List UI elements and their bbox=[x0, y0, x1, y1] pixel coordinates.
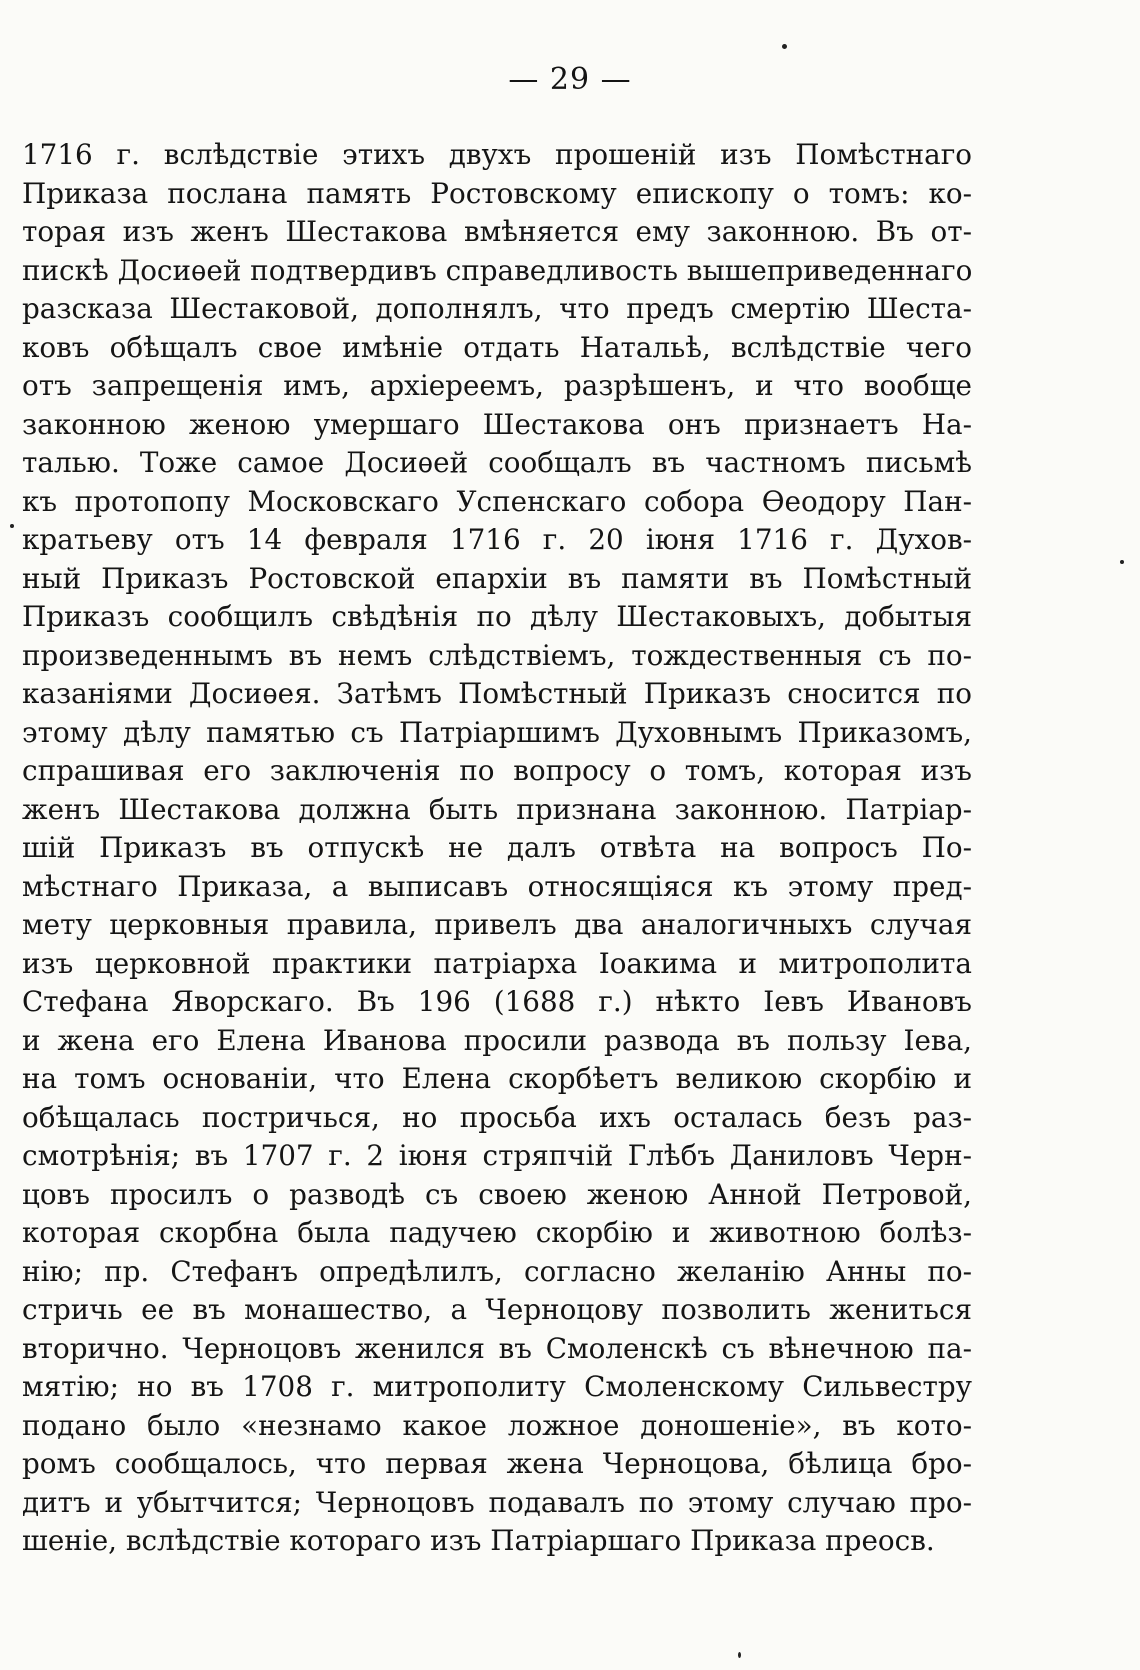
text-line: казаніями Досиѳея. Затѣмъ Помѣстный Приказъ сносится по bbox=[22, 677, 972, 710]
text-line: къ протопопу Московскаго Успенскаго собора Ѳеодору Пан- bbox=[22, 484, 972, 518]
text-line: разсказа Шестаковой, дополнялъ, что предъ смертію Шеста- bbox=[22, 292, 972, 325]
text-line: торая изъ женъ Шестакова вмѣняется ему законною. Въ от- bbox=[22, 215, 972, 248]
text-line: смотрѣнія; въ 1707 г. 2 іюня стряпчій Глѣбъ Даниловъ Черн- bbox=[22, 1139, 972, 1172]
text-line: изъ церковной практики патріарха Іоакима и митрополита bbox=[22, 946, 972, 980]
text-line: спрашивая его заключенія по вопросу о томъ, которая изъ bbox=[22, 754, 972, 787]
text-line: стричь ее въ монашество, а Черноцову позволить жениться bbox=[22, 1293, 972, 1326]
text-line: отъ запрещенія имъ, архіереемъ, разрѣшенъ, и что вообще bbox=[22, 369, 972, 402]
text-line: которая скорбна была падучею скорбію и животною болѣз- bbox=[22, 1216, 972, 1249]
text-line: кратьеву отъ 14 февраля 1716 г. 20 іюня 1716 г. Духов- bbox=[22, 523, 972, 556]
text-line: цовъ просилъ о разводѣ съ своею женою Анной Петровой, bbox=[22, 1177, 972, 1211]
text-line: женъ Шестакова должна быть признана законною. Патріар- bbox=[22, 792, 972, 826]
text-line: Приказъ сообщилъ свѣдѣнія по дѣлу Шестаковыхъ, добытыя bbox=[22, 600, 972, 633]
text-line: мѣстнаго Приказа, а выписавъ относящіяся къ этому пред- bbox=[22, 869, 972, 903]
text-line: 1716 г. вслѣдствіе этихъ двухъ прошеній изъ Помѣстнаго bbox=[22, 138, 972, 171]
text-line: нію; пр. Стефанъ опредѣлилъ, согласно желанію Анны по- bbox=[22, 1254, 972, 1288]
text-line: мятію; но въ 1708 г. митрополиту Смоленскому Сильвестру bbox=[22, 1370, 972, 1403]
text-line: произведеннымъ въ немъ слѣдствіемъ, тождественныя съ по- bbox=[22, 638, 972, 672]
ink-speck bbox=[738, 1652, 741, 1658]
page-number: — 29 — bbox=[508, 62, 632, 97]
text-line: Приказа послана память Ростовскому епископу о томъ: ко- bbox=[22, 176, 972, 210]
text-line: этому дѣлу памятью съ Патріаршимъ Духовнымъ Приказомъ, bbox=[22, 715, 972, 749]
ink-speck bbox=[782, 44, 787, 49]
text-line: дитъ и убытчится; Черноцовъ подавалъ по этому случаю про- bbox=[22, 1485, 972, 1519]
text-line: ный Приказъ Ростовской епархіи въ памяти въ Помѣстный bbox=[22, 561, 972, 595]
text-line: обѣщалась постричься, но просьба ихъ осталась безъ раз- bbox=[22, 1100, 972, 1134]
text-line: ковъ обѣщалъ свое имѣніе отдать Натальѣ, вслѣдствіе чего bbox=[22, 330, 972, 364]
text-line: мету церковныя правила, привелъ два аналогичныхъ случая bbox=[22, 908, 972, 941]
text-line: пискѣ Досиѳей подтвердивъ справедливость вышеприведеннаго bbox=[22, 253, 972, 287]
text-line: и жена его Елена Иванова просили развода въ пользу Іева, bbox=[22, 1023, 972, 1057]
ink-speck bbox=[1120, 560, 1124, 564]
text-line: ромъ сообщалось, что первая жена Черноцова, бѣлица бро- bbox=[22, 1447, 972, 1480]
body-text bbox=[22, 136, 972, 1561]
text-line: талью. Тоже самое Досиѳей сообщалъ въ частномъ письмѣ bbox=[22, 446, 972, 479]
text-line: вторично. Черноцовъ женился въ Смоленскѣ съ вѣнечною па- bbox=[22, 1331, 972, 1365]
text-line: на томъ основаніи, что Елена скорбѣетъ великою скорбію и bbox=[22, 1062, 972, 1095]
text-line: Стефана Яворскаго. Въ 196 (1688 г.) нѣкто Іевъ Ивановъ bbox=[22, 985, 972, 1018]
text-line: шій Приказъ въ отпускѣ не далъ отвѣта на вопросъ По- bbox=[22, 831, 972, 864]
ink-speck bbox=[10, 524, 14, 528]
text-line: подано было «незнамо какое ложное доношеніе», въ кото- bbox=[22, 1408, 972, 1442]
text-line: законною женою умершаго Шестакова онъ признаетъ На- bbox=[22, 407, 972, 441]
text-line: шеніе, вслѣдствіе котораго изъ Патріаршаго Приказа преосв. bbox=[22, 1524, 935, 1557]
